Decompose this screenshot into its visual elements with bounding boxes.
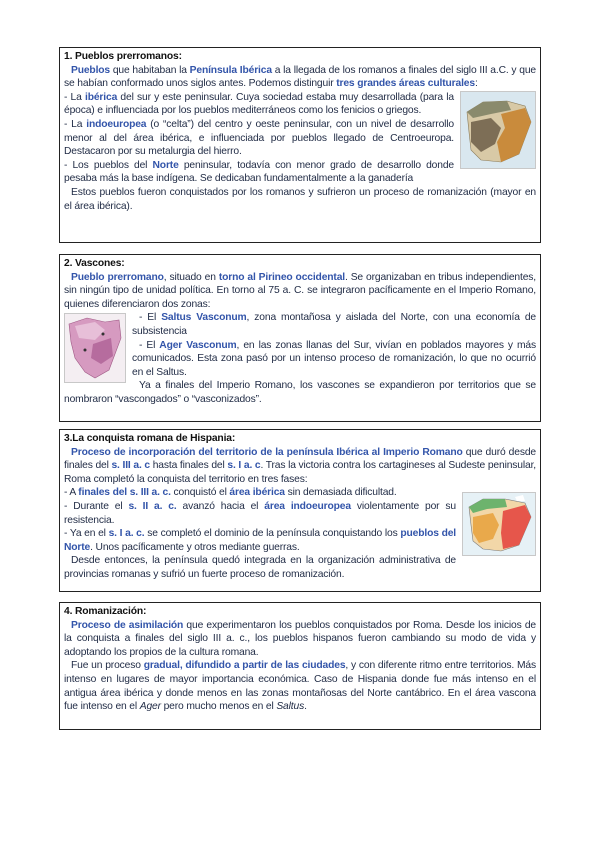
section-intro <box>64 446 536 487</box>
text-run: : <box>474 78 478 90</box>
section-intro <box>64 64 536 91</box>
list-item <box>64 339 536 380</box>
highlight-text: gradual, difundido a partir de las ciudades <box>143 660 346 672</box>
text-run: . Tras la victoria contra los cartagineses al Sudeste peninsular, Roma completó la conquista del territorio en tres fases: <box>64 460 536 485</box>
text-run: - El <box>139 312 162 324</box>
text-run: Estos pueblos fueron conquistados por los romanos y sufrieron un proceso de romanización (mayor en el área ibérica). <box>64 186 536 212</box>
section-intro <box>64 619 536 660</box>
section-closing <box>64 554 536 581</box>
text-run: a la llegada de los romanos a finales del siglo III a.C. y que se habían conformado unos siglos antes. Podemos distinguir <box>64 64 536 90</box>
iberia-cultural-areas-map-icon <box>460 91 536 169</box>
highlight-text: tres grandes áreas culturales <box>336 78 475 90</box>
text-run: - Ya en el <box>64 528 109 540</box>
text-run: , zona montañosa y aislada del Norte, con una economía de subsistencia <box>132 312 536 337</box>
section-title: 3.La conquista romana de Hispania: <box>64 433 236 444</box>
highlight-text: s. III a. c <box>111 460 150 472</box>
section-title: 1. Pueblos prerromanos: <box>64 51 182 62</box>
text-run: , en las zonas llanas del Sur, vivían en poblados mayores y más comunicados. Esta zona pasó por un intenso proceso de romanización, lo que no ocurrió en el Saltus. <box>132 339 536 378</box>
text-run: violentamente por su resistencia. <box>64 500 456 526</box>
text-run: Ager <box>139 701 161 713</box>
highlight-text: pueblos del Norte <box>64 528 456 553</box>
highlight-text: s. I a. c <box>227 460 261 472</box>
section-closing <box>64 659 536 713</box>
text-run: , situado en <box>163 271 219 283</box>
highlight-text: Proceso de asimilación <box>71 619 184 631</box>
text-run: hasta finales del <box>149 460 228 472</box>
text-run: Desde entonces, la península quedó integrada en la organización administrativa de provincias romanas y sufrió un fuerte proceso de romanización. <box>64 555 456 580</box>
section-conquista-romana <box>59 429 541 592</box>
text-run: Fue un proceso <box>71 660 144 672</box>
highlight-text: área ibérica <box>229 487 285 499</box>
text-run: avanzó hacia el <box>176 500 265 512</box>
text-run: que habitaban la <box>110 64 190 76</box>
text-run: - A <box>64 487 79 499</box>
highlight-text: indoeuropea <box>86 118 147 130</box>
list-item <box>64 311 536 338</box>
highlight-text: s. II a. c. <box>128 500 177 512</box>
highlight-text: Norte <box>152 159 179 171</box>
text-run: - Los pueblos del <box>64 159 153 171</box>
text-run: del sur y este peninsular. Cuya sociedad estaba muy desarrollada (para la época) e influenciada por los pueblos mediterráneos como los fenicios o griegos. <box>64 91 454 117</box>
text-run: (o “celta”) del centro y oeste peninsular, con un nivel de desarrollo menor al del área ibérica, e influenciada por pueblos llegado de Centroeuropa. Destacaron por su metalurgia del hierro. <box>64 118 454 158</box>
highlight-text: s. I a. c. <box>108 528 145 540</box>
roman-conquest-phases-map-icon <box>462 492 536 556</box>
section-intro <box>64 271 536 312</box>
text-run: que experimentaron los pueblos conquistados por Roma. Desde los inicios de la conquista a finales del siglo III a. c., los pueblos hispanos fueron cambiando su modo de vida y adoptando los propios de la cultura romana. <box>64 619 536 658</box>
section-title: 4. Romanización: <box>64 606 147 617</box>
text-run: pero mucho menos en el <box>160 701 277 713</box>
text-run: peninsular, todavía con menor grado de desarrollo donde pesaba más la base indígena. Se dedicaban fundamentalmente a la ganadería <box>64 159 454 185</box>
section-closing <box>64 379 536 406</box>
text-run: se completó el dominio de la península conquistando los <box>144 528 401 540</box>
section-title: 2. Vascones: <box>64 258 125 269</box>
text-run: - La <box>64 118 87 130</box>
text-run: Ya a finales del Imperio Romano, los vascones se expandieron por territorios que se nombraron “vascongados” o “vasconizados”. <box>64 380 536 405</box>
highlight-text: Proceso de incorporación del territorio de la península Ibérica al Imperio Romano <box>71 446 463 458</box>
text-run: sin demasiada dificultad. <box>284 487 397 499</box>
text-run: - La <box>64 91 85 103</box>
highlight-text: área indoeuropea <box>264 500 351 512</box>
text-run: - El <box>139 339 160 351</box>
highlight-text: Pueblo prerromano <box>71 271 164 283</box>
text-run: - Durante el <box>64 500 129 512</box>
text-run: que duró desde finales del <box>64 446 536 472</box>
text-run: . Unos pacíficamente y otros mediante guerras. <box>90 541 300 553</box>
section-closing <box>64 186 536 213</box>
highlight-text: Saltus Vasconum <box>161 312 247 324</box>
text-run: . <box>304 701 307 713</box>
section-romanizacion <box>59 602 541 730</box>
highlight-text: ibérica <box>85 91 118 103</box>
section-pueblos-prerromanos <box>59 47 541 243</box>
text-run: Saltus <box>276 701 305 713</box>
text-run: conquistó el <box>170 487 230 499</box>
highlight-text: Península Ibérica <box>189 64 272 76</box>
highlight-text: Ager Vasconum <box>159 339 237 351</box>
text-run: , y con diferente ritmo entre territorios. Más intenso en lugares de mayor importancia económica. Caso de Hispania donde fue más intenso en el antigua área ibérica y donde menos en las zonas montañosas del Norte cantábrico. En el área vascona fue intenso en el <box>64 660 537 713</box>
section-vascones <box>59 254 541 422</box>
highlight-text: Pueblos <box>71 64 111 76</box>
vascones-territory-map-icon <box>64 313 126 383</box>
text-run: . Se organizaban en tribus independientes, sin ningún tipo de unidad política. En torno al 75 a. C. se integraron pacíficamente en el Imperio Romano, quienes diferenciaron dos zonas: <box>64 271 536 310</box>
highlight-text: finales del s. III a. c. <box>78 487 171 499</box>
highlight-text: torno al Pirineo occidental <box>218 271 345 283</box>
